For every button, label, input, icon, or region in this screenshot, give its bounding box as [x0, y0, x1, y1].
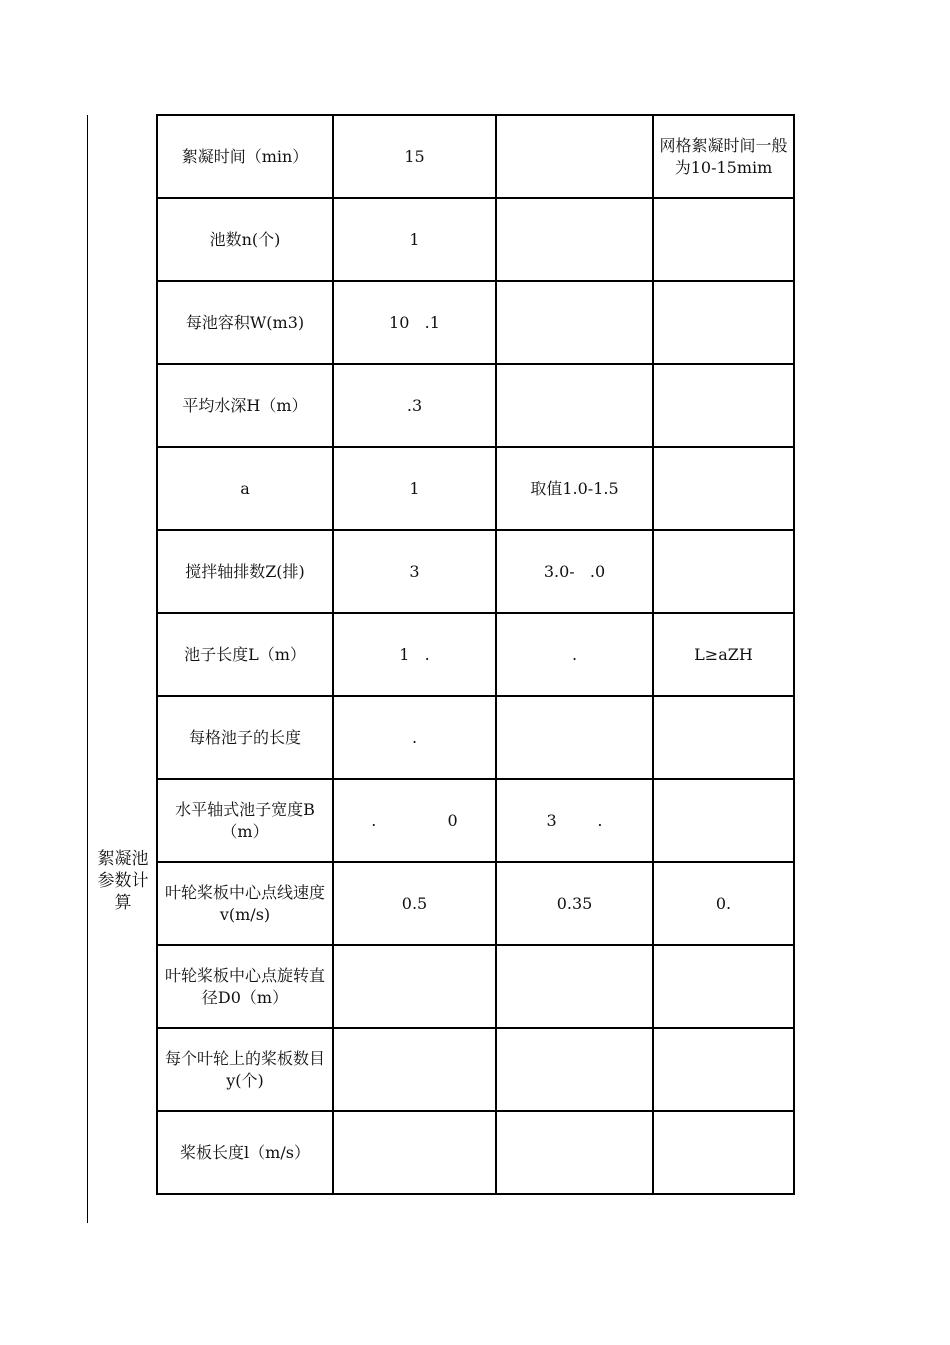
param-value-cell: . [333, 696, 496, 779]
param-value-cell [333, 1028, 496, 1111]
param-range-cell: 0.35 [496, 862, 653, 945]
table-row [157, 447, 794, 530]
left-margin-rule [87, 115, 88, 1223]
param-range-cell [496, 1111, 653, 1194]
param-value-cell: 10 .1 [333, 281, 496, 364]
table-row [157, 613, 794, 696]
param-value-cell [333, 945, 496, 1028]
param-name-cell: 池数n(个) [157, 198, 333, 281]
param-note-cell [653, 447, 794, 530]
param-name-cell: 叶轮桨板中心点线速度v(m/s) [157, 862, 333, 945]
param-range-cell [496, 945, 653, 1028]
param-value-cell: 1 [333, 447, 496, 530]
param-value-cell: 1 [333, 198, 496, 281]
parameter-table [156, 114, 795, 1195]
param-note-cell [653, 530, 794, 613]
param-range-cell [496, 696, 653, 779]
param-range-cell [496, 364, 653, 447]
param-value-cell: . 0 [333, 779, 496, 862]
param-value-cell: 1 . [333, 613, 496, 696]
param-range-cell [496, 198, 653, 281]
param-range-cell: 3 . [496, 779, 653, 862]
table-row [157, 1028, 794, 1111]
param-name-cell: 池子长度L（m） [157, 613, 333, 696]
table-row [157, 779, 794, 862]
param-note-cell: 0. [653, 862, 794, 945]
table-row [157, 115, 794, 198]
table-row [157, 1111, 794, 1194]
param-value-cell: 3 [333, 530, 496, 613]
param-value-cell: 0.5 [333, 862, 496, 945]
param-note-cell [653, 696, 794, 779]
param-value-cell: 15 [333, 115, 496, 198]
param-name-cell: a [157, 447, 333, 530]
param-name-cell: 絮凝时间（min） [157, 115, 333, 198]
param-range-cell [496, 281, 653, 364]
param-note-cell: 网格絮凝时间一般为10-15mim [653, 115, 794, 198]
param-name-cell: 每个叶轮上的桨板数目y(个) [157, 1028, 333, 1111]
param-range-cell: . [496, 613, 653, 696]
param-range-cell: 3.0- .0 [496, 530, 653, 613]
param-name-cell: 桨板长度l（m/s） [157, 1111, 333, 1194]
param-note-cell [653, 1028, 794, 1111]
param-name-cell: 平均水深H（m） [157, 364, 333, 447]
table-row [157, 198, 794, 281]
table-row [157, 281, 794, 364]
param-note-cell [653, 945, 794, 1028]
table-row [157, 696, 794, 779]
param-note-cell: L≥aZH [653, 613, 794, 696]
table-row [157, 945, 794, 1028]
param-name-cell: 叶轮桨板中心点旋转直径D0（m） [157, 945, 333, 1028]
param-note-cell [653, 281, 794, 364]
param-value-cell: .3 [333, 364, 496, 447]
param-range-cell [496, 1028, 653, 1111]
section-label: 絮凝池参数计算 [97, 849, 149, 913]
table-row [157, 364, 794, 447]
param-note-cell [653, 364, 794, 447]
param-range-cell [496, 115, 653, 198]
param-note-cell [653, 779, 794, 862]
param-note-cell [653, 1111, 794, 1194]
param-name-cell: 水平轴式池子宽度B（m） [157, 779, 333, 862]
param-range-cell: 取值1.0-1.5 [496, 447, 653, 530]
param-name-cell: 每池容积W(m3) [157, 281, 333, 364]
param-note-cell [653, 198, 794, 281]
param-name-cell: 搅拌轴排数Z(排) [157, 530, 333, 613]
param-name-cell: 每格池子的长度 [157, 696, 333, 779]
table-row [157, 862, 794, 945]
table-row [157, 530, 794, 613]
param-value-cell [333, 1111, 496, 1194]
